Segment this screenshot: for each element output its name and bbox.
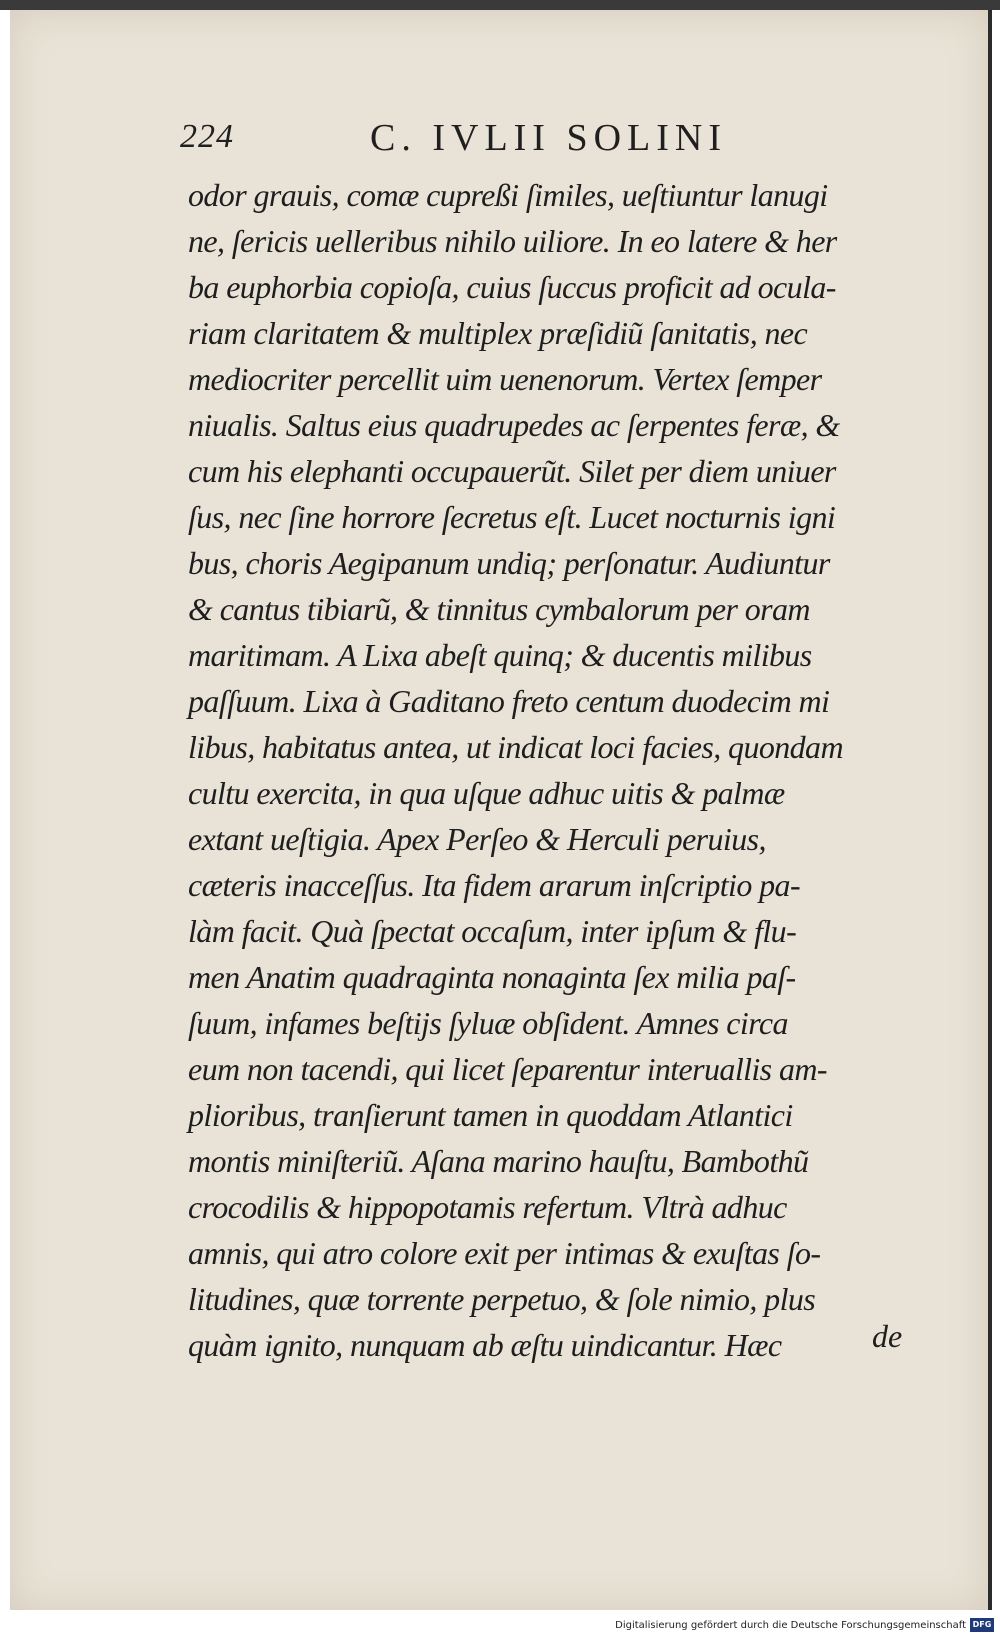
catchword: de bbox=[872, 1318, 903, 1354]
text-line: ne, ſericis uelleribus nihilo uiliore. In eo latere & her bbox=[188, 223, 837, 259]
scan-top-edge bbox=[0, 0, 1000, 10]
text-line: litudines, quæ torrente perpetuo, & ſole nimio, plus bbox=[188, 1281, 816, 1317]
text-line: làm facit. Quà ſpectat occaſum, inter ipſum & flu- bbox=[188, 913, 797, 949]
text-line: libus, habitatus antea, ut indicat loci facies, quondam bbox=[188, 729, 843, 765]
text-line: bus, choris Aegipanum undiq; perſonatur. Audiuntur bbox=[188, 545, 830, 581]
text-line: cultu exercita, in qua uſque adhuc uitis & palmæ bbox=[188, 775, 785, 811]
text-line: eum non tacendi, qui licet ſeparentur interuallis am- bbox=[188, 1051, 827, 1087]
text-line: ſus, nec ſine horrore ſecretus eſt. Lucet nocturnis igni bbox=[188, 499, 836, 535]
text-line: riam claritatem & multiplex præſidiũ ſanitatis, nec bbox=[188, 315, 808, 351]
text-line: paſſuum. Lixa à Gaditano freto centum duodecim mi bbox=[188, 683, 830, 719]
text-line: & cantus tibiarũ, & tinnitus cymbalorum per oram bbox=[188, 591, 810, 627]
footer-bar bbox=[0, 1614, 1000, 1641]
text-line: montis miniſteriũ. Aſana marino hauſtu, Bambothũ bbox=[188, 1143, 809, 1179]
page-number: 224 bbox=[180, 118, 234, 155]
text-line: odor grauis, comæ cupreßi ſimiles, ueſtiuntur lanugi bbox=[188, 177, 828, 213]
text-line: niualis. Saltus eius quadrupedes ac ſerpentes feræ, & bbox=[188, 407, 840, 443]
text-line: extant ueſtigia. Apex Perſeo & Herculi peruius, bbox=[188, 821, 766, 857]
dfg-logo-icon: DFG bbox=[970, 1618, 994, 1632]
text-line: amnis, qui atro colore exit per intimas & exuſtas ſo- bbox=[188, 1235, 821, 1271]
text-line: quàm ignito, nunquam ab æſtu uindicantur. Hæc bbox=[188, 1327, 782, 1363]
digitization-credit: Digitalisierung gefördert durch die Deutsche Forschungsgemeinschaft bbox=[615, 1620, 966, 1631]
text-line: crocodilis & hippopotamis refertum. Vltrà adhuc bbox=[188, 1189, 787, 1225]
text-line: ba euphorbia copioſa, cuius ſuccus proficit ad ocula- bbox=[188, 269, 836, 305]
text-line: men Anatim quadraginta nonaginta ſex milia paſ- bbox=[188, 959, 796, 995]
running-head bbox=[180, 118, 900, 168]
text-line: maritimam. A Lixa abeſt quinq; & ducentis milibus bbox=[188, 637, 812, 673]
running-title: C. IVLII SOLINI bbox=[370, 117, 728, 159]
text-line: mediocriter percellit uim uenenorum. Vertex ſemper bbox=[188, 361, 822, 397]
text-line: ſuum, infames beſtijs ſyluæ obſident. Amnes circa bbox=[188, 1005, 788, 1041]
text-line: plioribus, tranſierunt tamen in quoddam Atlantici bbox=[188, 1097, 793, 1133]
text-line: cum his elephanti occupauerũt. Silet per diem uniuer bbox=[188, 453, 836, 489]
text-line: cæteris inacceſſus. Ita fidem ararum inſcriptio pa- bbox=[188, 867, 800, 903]
body-text bbox=[188, 172, 904, 1368]
